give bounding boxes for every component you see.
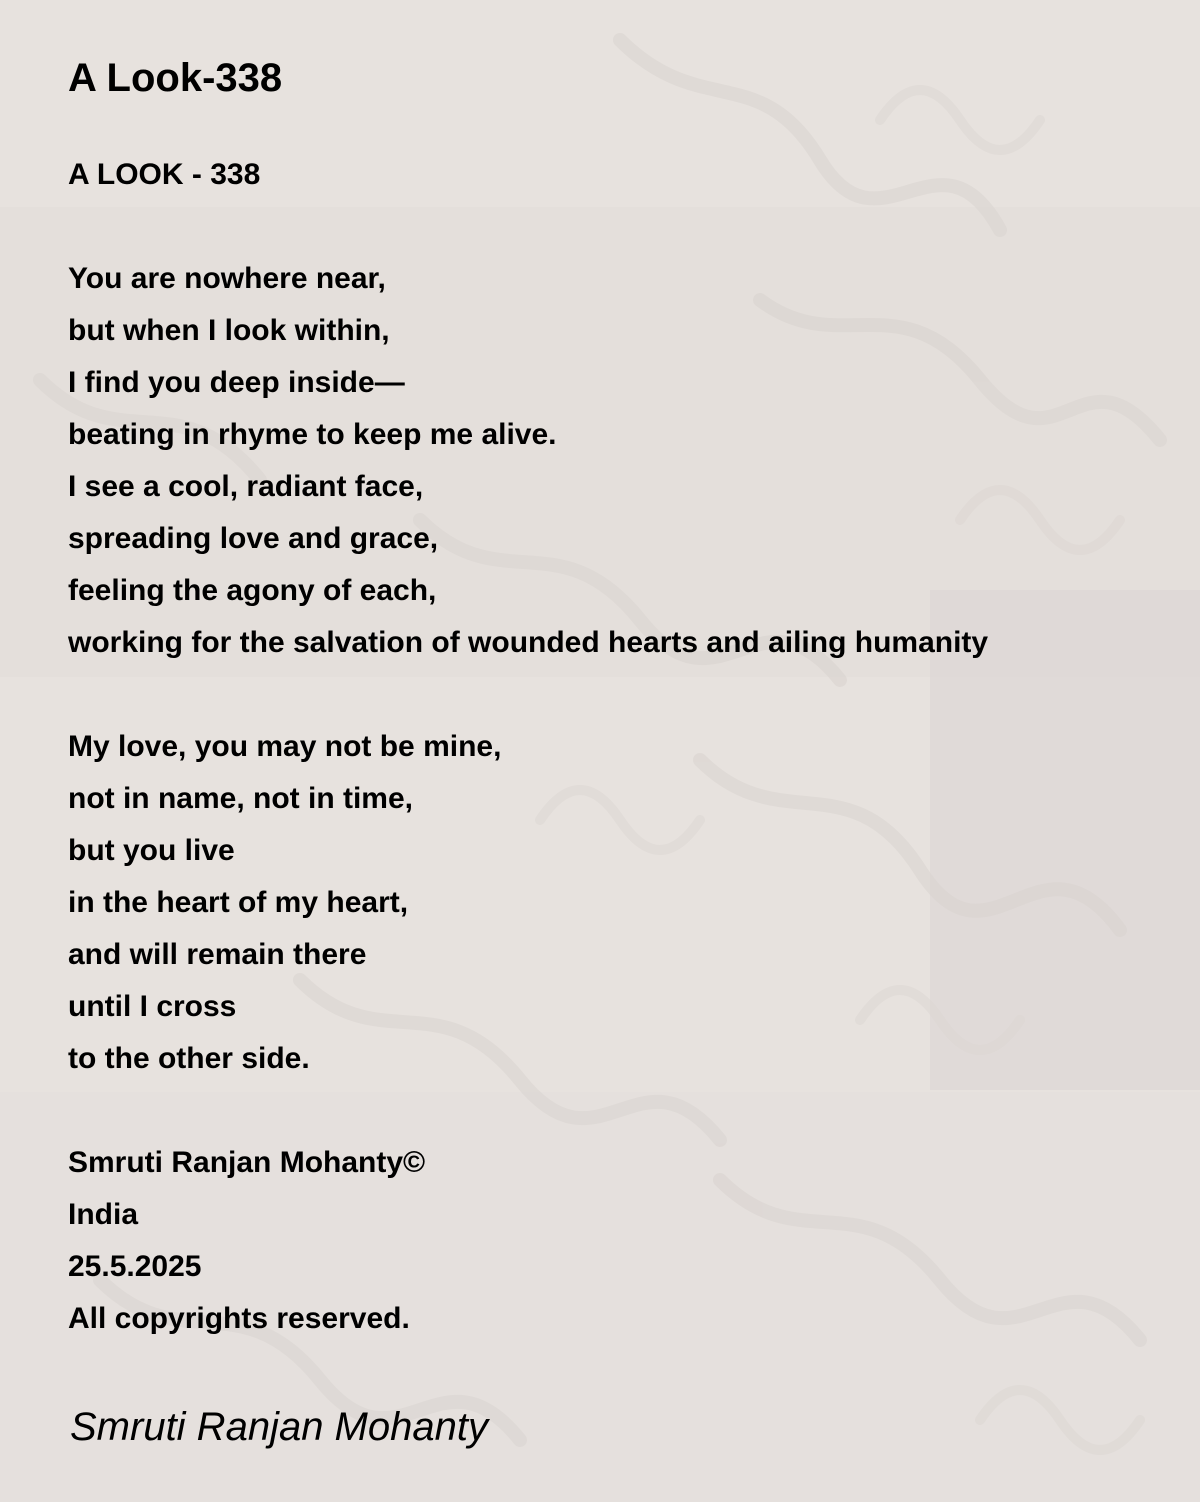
poem-line: not in name, not in time, [68, 782, 413, 815]
stanza-break [68, 1085, 1168, 1137]
poem-line: and will remain there [68, 938, 367, 971]
author-signature: Smruti Ranjan Mohanty [70, 1405, 488, 1449]
poem-body [68, 149, 1168, 1345]
copyright-author: Smruti Ranjan Mohanty© [68, 1146, 426, 1179]
copyright-notice: All copyrights reserved. [68, 1302, 410, 1335]
copyright-country: India [68, 1198, 139, 1231]
poem-line: beating in rhyme to keep me alive. [68, 418, 557, 451]
poem-line: My love, you may not be mine, [68, 730, 502, 763]
poem-title: A Look-338 [68, 56, 283, 100]
poem-heading: A LOOK - 338 [68, 158, 261, 191]
poem-line: I find you deep inside— [68, 366, 405, 399]
copyright-date: 25.5.2025 [68, 1250, 202, 1283]
poem-line: to the other side. [68, 1042, 310, 1075]
poem-line: but when I look within, [68, 314, 390, 347]
stanza-break [68, 201, 1168, 253]
poem-line: I see a cool, radiant face, [68, 470, 424, 503]
poem-line: You are nowhere near, [68, 262, 386, 295]
poem-line: but you live [68, 834, 235, 867]
stanza-break [68, 669, 1168, 721]
poem-line: spreading love and grace, [68, 522, 439, 555]
poem-line: until I cross [68, 990, 237, 1023]
poem-line: working for the salvation of wounded hearts and ailing humanity [68, 626, 989, 659]
poem-line: feeling the agony of each, [68, 574, 437, 607]
poem-line: in the heart of my heart, [68, 886, 409, 919]
